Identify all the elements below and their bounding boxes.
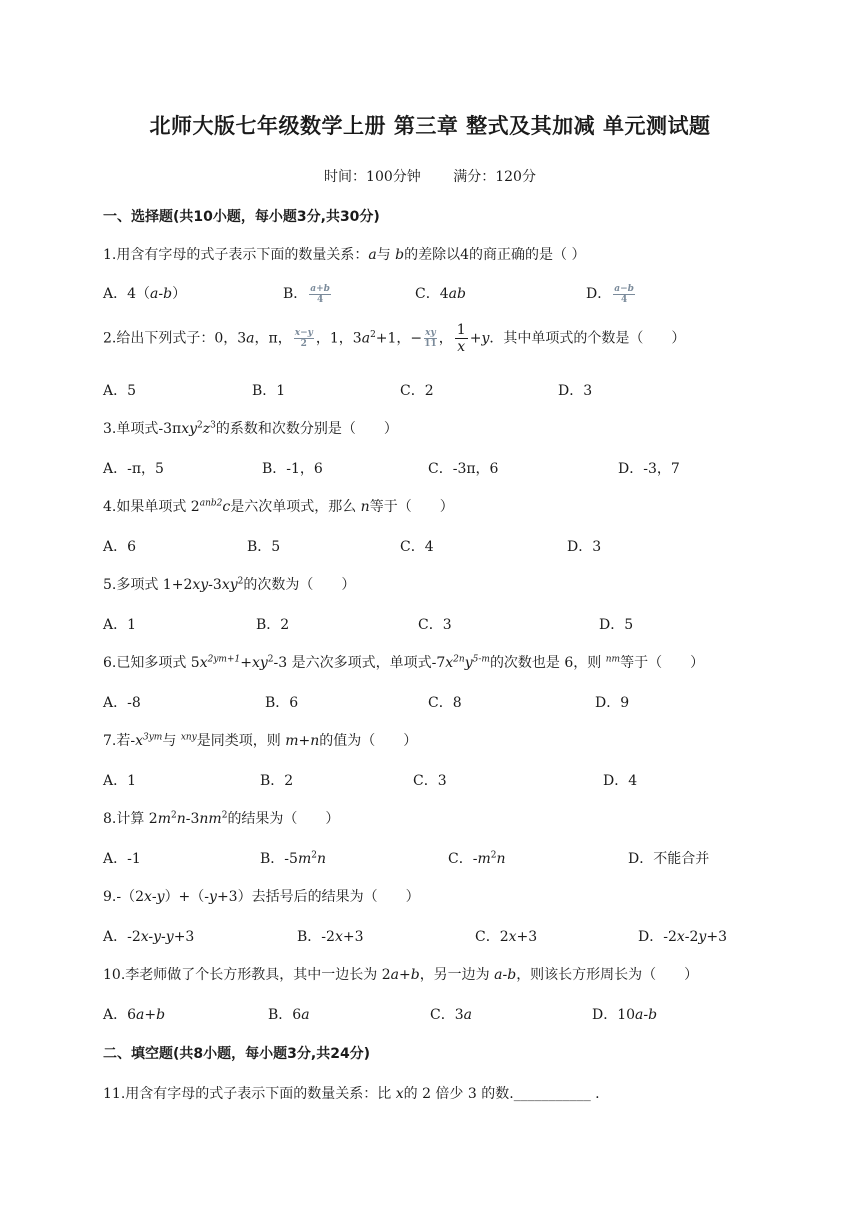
option-c: C．$-m^2n$ bbox=[448, 850, 506, 867]
option-c: C．-3π，6 bbox=[428, 461, 499, 477]
option-d: D．3 bbox=[567, 539, 602, 555]
score-label: 满分：120分 bbox=[453, 169, 536, 185]
option-d: D．3 bbox=[558, 383, 593, 399]
option-a: A．4（a-b） bbox=[103, 286, 187, 302]
option-a: A．1 bbox=[103, 773, 137, 789]
time-label: 时间：100分钟 bbox=[324, 169, 421, 185]
option-d: D．4 bbox=[603, 773, 638, 789]
question-9-options bbox=[103, 926, 743, 946]
option-c: C．8 bbox=[428, 695, 462, 711]
question-5-options bbox=[103, 614, 743, 634]
option-a: A．5 bbox=[103, 383, 137, 399]
option-b: B．5 bbox=[247, 539, 281, 555]
option-d: D．-2x-2y+3 bbox=[638, 929, 727, 945]
question-8: 8.计算 $2m^2n-3nm^2$的结果为（ ） bbox=[103, 810, 340, 827]
option-b: B．$-5m^2n$ bbox=[260, 850, 326, 867]
question-11: 11.用含有字母的式子表示下面的数量关系：比 x的 2 倍少 3 的数.___________ . bbox=[103, 1086, 600, 1102]
question-5: 5.多项式 $1+2xy-3xy^2$的次数为（ ） bbox=[103, 576, 356, 593]
question-4-options bbox=[103, 536, 743, 556]
option-c: C．3 bbox=[413, 773, 447, 789]
option-b: B．6a bbox=[268, 1007, 310, 1023]
option-a: A．-8 bbox=[103, 695, 141, 711]
option-b: B．-2x+3 bbox=[297, 929, 364, 945]
question-9: 9.-（2x-y）+（-y+3）去括号后的结果为（ ） bbox=[103, 889, 420, 905]
option-a: A．-π，5 bbox=[103, 461, 164, 477]
option-d: D．10a-b bbox=[592, 1007, 658, 1023]
option-c: C．2x+3 bbox=[475, 929, 538, 945]
option-a: A．6a+b bbox=[103, 1007, 166, 1023]
question-8-options bbox=[103, 848, 743, 868]
question-1: 1.用含有字母的式子表示下面的数量关系：a与 b的差除以4的商正确的是（ ） bbox=[103, 247, 586, 263]
question-10-options bbox=[103, 1004, 743, 1024]
option-b: B．2 bbox=[260, 773, 294, 789]
section-heading-choice: 一、选择题(共10小题，每小题3分,共30分) bbox=[103, 209, 380, 225]
option-c: C．2 bbox=[400, 383, 434, 399]
question-6-options bbox=[103, 692, 743, 712]
option-c: C．3 bbox=[418, 617, 452, 633]
question-1-options bbox=[103, 283, 743, 303]
question-3: 3.单项式$-3\pi xy^2z^3$的系数和次数分别是（ ） bbox=[103, 420, 398, 437]
option-b: B．6 bbox=[265, 695, 299, 711]
option-d: D．5 bbox=[599, 617, 634, 633]
question-2: 2.给出下列式子：0，3a，π， $\frac{x-y}{2}$ ，1，$3a^2+1$，− $\frac{xy}{11}$ ， $\frac{1}{x}$ +y．其中单项式的个数是（ ） bbox=[103, 322, 686, 355]
option-d: D．不能合并 bbox=[628, 851, 710, 867]
question-3-options bbox=[103, 458, 743, 478]
option-c: C．4 bbox=[400, 539, 434, 555]
option-b: B．2 bbox=[256, 617, 290, 633]
option-a: A．6 bbox=[103, 539, 137, 555]
option-d: D． $\frac{a-b}{4}$ bbox=[586, 283, 634, 305]
option-d: D．-3，7 bbox=[618, 461, 680, 477]
option-a: A．-1 bbox=[103, 851, 141, 867]
option-b: B． $\frac{a+b}{4}$ bbox=[283, 283, 330, 305]
option-a: A．1 bbox=[103, 617, 137, 633]
option-a: A．-2x-y-y+3 bbox=[103, 929, 195, 945]
question-10: 10.李老师做了个长方形教具，其中一边长为 2a+b，另一边为 a-b，则该长方形周长为（ ） bbox=[103, 967, 699, 983]
option-d: D．9 bbox=[595, 695, 630, 711]
section-heading-fill: 二、填空题(共8小题，每小题3分,共24分) bbox=[103, 1046, 371, 1062]
option-c: C．4ab bbox=[415, 286, 466, 302]
question-7-options bbox=[103, 770, 743, 790]
question-4: 4.如果单项式 $2^{anb2}c$是六次单项式，那么 n等于（ ） bbox=[103, 498, 454, 515]
option-b: B．1 bbox=[252, 383, 286, 399]
option-c: C．3a bbox=[430, 1007, 472, 1023]
exam-info bbox=[0, 166, 860, 186]
option-b: B．-1，6 bbox=[262, 461, 323, 477]
question-2-options bbox=[103, 380, 743, 400]
question-7: 7.若$-x^{3ym}$与 $^{xny}$是同类项，则 m+n的值为（ ） bbox=[103, 732, 418, 749]
question-6: 6.已知多项式 $5x^{2ym+1}+xy^2-3$ 是六次多项式，单项式$-7x^{2n}y^{5-m}$的次数也是 6，则 $^{nm}$等于（ ） bbox=[103, 654, 705, 671]
page-title: 北师大版七年级数学上册 第三章 整式及其加减 单元测试题 bbox=[149, 114, 711, 138]
